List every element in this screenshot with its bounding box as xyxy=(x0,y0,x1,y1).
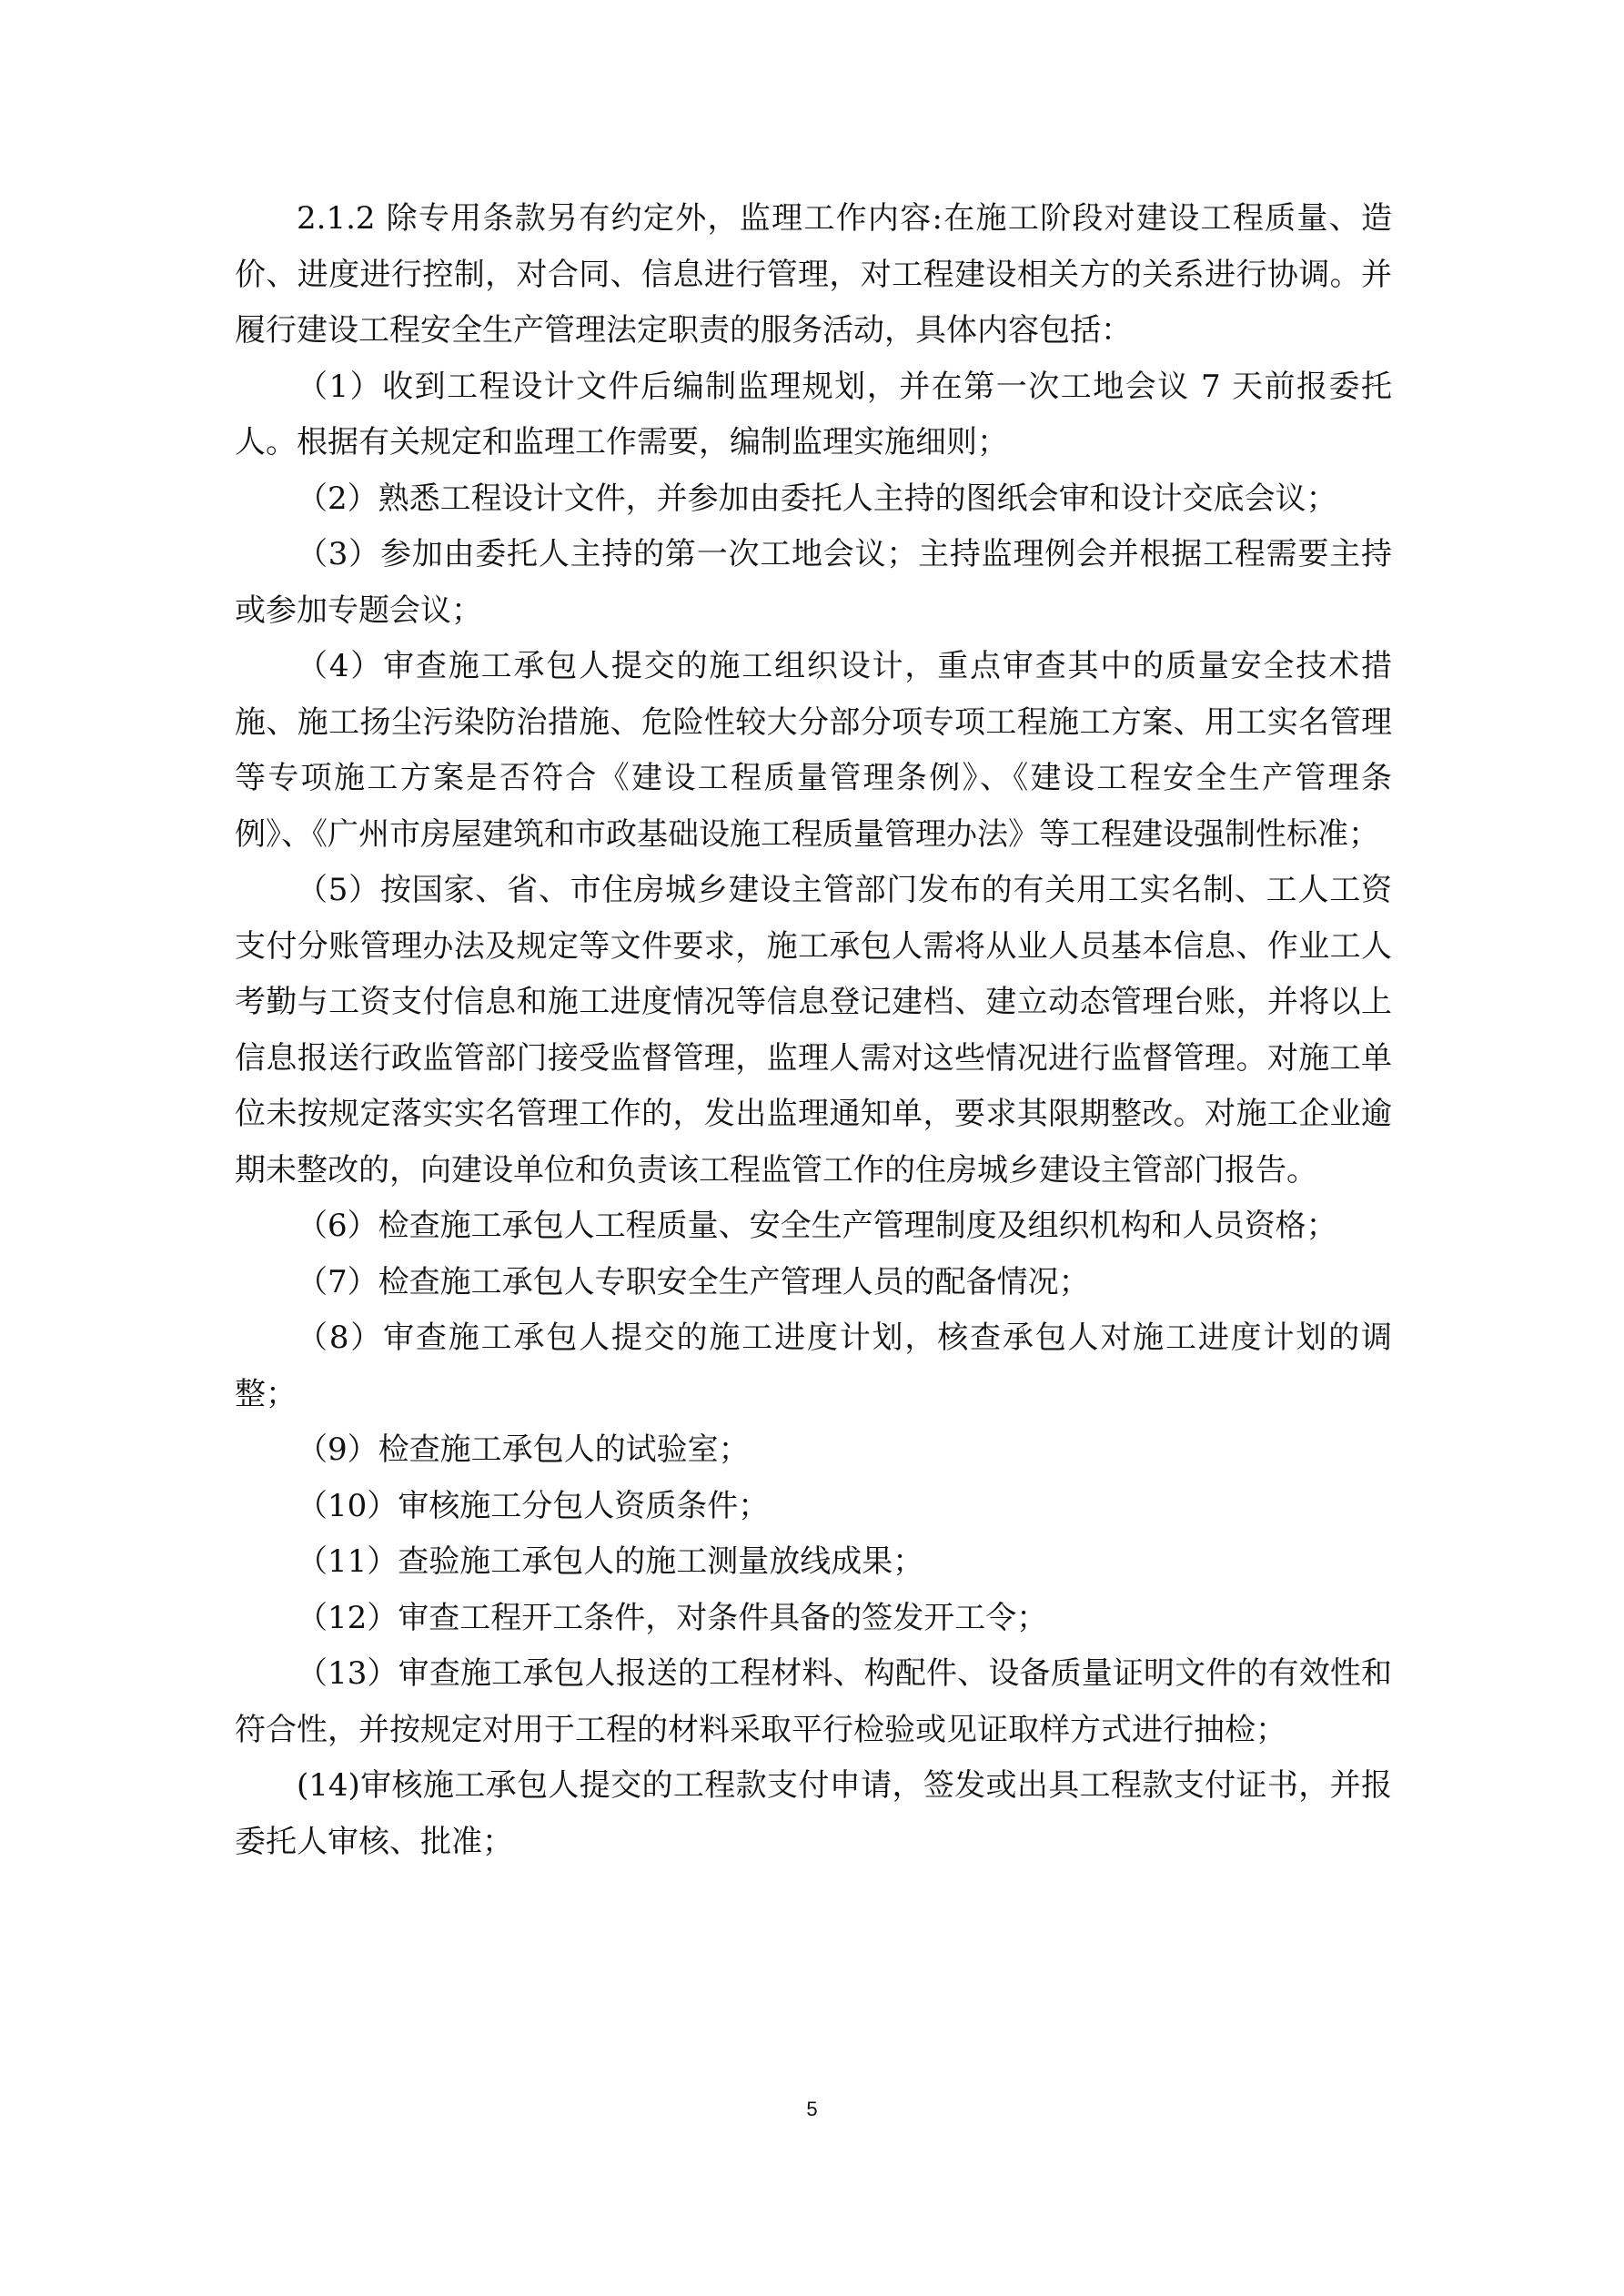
list-item-4: （4）审查施工承包人提交的施工组织设计，重点审查其中的质量安全技术措施、施工扬尘污染防治措施、危险性较大分部分项专项工程施工方案、用工实名管理等专项施工方案是否符合《建设工程质量管理条例》、《建设工程安全生产管理条例》、《广州市房屋建筑和市政基础设施工程质量管理办法》等工程建设强制性标准； xyxy=(235,648,1392,853)
list-item-2: （2）熟悉工程设计文件，并参加由委托人主持的图纸会审和设计交底会议； xyxy=(297,480,1337,517)
list-item-5: （5）按国家、省、市住房城乡建设主管部门发布的有关用工实名制、工人工资支付分账管理办法及规定等文件要求，施工承包人需将从业人员基本信息、作业工人考勤与工资支付信息和施工进度情况等信息登记建档、建立动态管理台账，并将以上信息报送行政监管部门接受监督管理，监理人需对这些情况进行监督管理。对施工单位未按规定落实实名管理工作的，发出监理通知单，要求其限期整改。对施工企业逾期未整改的，向建设单位和负责该工程监管工作的住房城乡建设主管部门报告。 xyxy=(235,872,1392,1188)
list-item-9: （9）检查施工承包人的试验室； xyxy=(297,1431,750,1468)
body-text xyxy=(235,191,1392,1870)
list-item-13: （13）审查施工承包人报送的工程材料、构配件、设备质量证明文件的有效性和符合性，并按规定对用于工程的材料采取平行检验或见证取样方式进行抽检； xyxy=(235,1655,1392,1748)
list-item-14: (14)审核施工承包人提交的工程款支付申请，签发或出具工程款支付证书，并报委托人审核、批准； xyxy=(235,1767,1392,1860)
list-item-6: （6）检查施工承包人工程质量、安全生产管理制度及组织机构和人员资格； xyxy=(297,1208,1337,1244)
list-item-8: （8）审查施工承包人提交的施工进度计划，核查承包人对施工进度计划的调整； xyxy=(235,1320,1392,1412)
list-item-1: （1）收到工程设计文件后编制监理规划，并在第一次工地会议 7 天前报委托人。根据有关规定和监理工作需要，编制监理实施细则； xyxy=(235,368,1392,460)
paragraph-2-1-2: 2.1.2 除专用条款另有约定外，监理工作内容:在施工阶段对建设工程质量、造价、进度进行控制，对合同、信息进行管理，对工程建设相关方的关系进行协调。并履行建设工程安全生产管理法定职责的服务活动，具体内容包括： xyxy=(235,200,1392,349)
page-number: 5 xyxy=(806,2098,818,2120)
list-item-3: （3）参加由委托人主持的第一次工地会议；主持监理例会并根据工程需要主持或参加专题会议； xyxy=(235,536,1392,629)
list-item-10: （10）审核施工分包人资质条件； xyxy=(297,1487,770,1524)
list-item-11: （11）查验施工承包人的施工测量放线成果； xyxy=(297,1543,924,1580)
list-item-12: （12）审查工程开工条件，对条件具备的签发开工令； xyxy=(297,1599,1048,1636)
list-item-7: （7）检查施工承包人专职安全生产管理人员的配备情况； xyxy=(297,1263,1090,1300)
